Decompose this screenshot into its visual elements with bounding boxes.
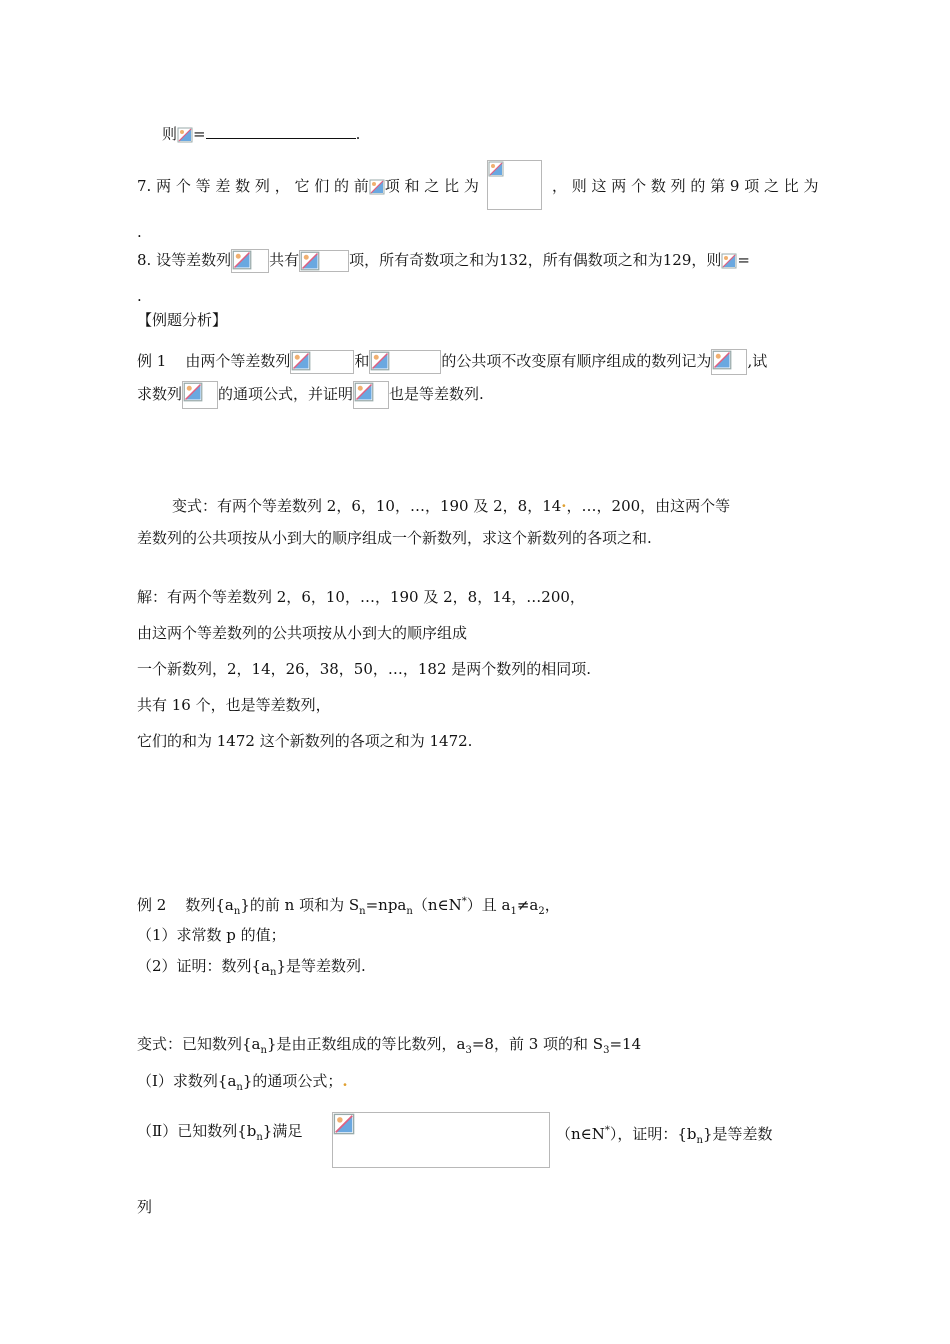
- ex1-line2: [137, 381, 484, 409]
- ex1-text-2: 和: [354, 352, 370, 370]
- solution-line-2: 由这两个等差数列的公共项按从小到大的顺序组成: [137, 624, 468, 642]
- ex1-label: 例 1: [137, 352, 167, 370]
- ex2-sub-1: 1: [510, 906, 517, 917]
- ex1-line1: [137, 349, 767, 375]
- ex2-t4: （n∈N: [412, 896, 462, 914]
- v2-sub-n: n: [260, 1045, 267, 1056]
- v2-i-a: （Ⅰ）求数列{a: [137, 1072, 237, 1090]
- ex2-q2-sub: n: [270, 967, 277, 978]
- formula-image: [353, 381, 389, 409]
- q7-text-1: 7. 两 个 等 差 数 列 ， 它 们 的 前: [137, 177, 369, 195]
- ex2-sub-2: 2: [538, 906, 545, 917]
- solution-line-1: 解：有两个等差数列 2，6，10，…，190 及 2，8，14，…200，: [137, 588, 585, 606]
- ex2-t1: 数列{a: [185, 896, 234, 914]
- v2-c: =8，前 3 项的和 S: [471, 1035, 604, 1053]
- ex1-text-6: 的通项公式，并证明: [218, 385, 354, 403]
- ex1-text-3: 的公共项不改变原有顺序组成的数列记为: [441, 352, 712, 370]
- v2-ii-c: （n∈N: [556, 1125, 605, 1143]
- variant2-line1: [137, 1034, 641, 1061]
- solution-line-4: 共有 16 个，也是等差数列，: [137, 696, 331, 714]
- formula-image: [711, 349, 747, 375]
- v2-ii-a: （Ⅱ）已知数列{b: [137, 1122, 257, 1140]
- ex2-q2-a: （2）证明：数列{a: [137, 957, 271, 975]
- variant1-line2: 差数列的公共项按从小到大的顺序组成一个新数列，求这个新数列的各项之和.: [137, 529, 652, 547]
- ex2-t6: ≠a: [516, 896, 539, 914]
- ex1-text-4: ,试: [747, 352, 768, 370]
- q8-line: [137, 249, 750, 273]
- ex2-line1: [137, 892, 560, 922]
- formula-image: [182, 381, 218, 409]
- answer-blank[interactable]: [206, 124, 356, 139]
- formula-image: [231, 249, 269, 273]
- ex2-t5: ）且 a: [466, 896, 511, 914]
- broken-image-icon: [369, 179, 385, 195]
- q8-text-3: 项，所有奇数项之和为132，所有偶数项之和为129，则: [349, 251, 722, 269]
- q7-line: [137, 176, 479, 196]
- ex2-sub-n1: n: [233, 906, 241, 917]
- v2-b: }是由正数组成的等比数列，a: [266, 1035, 466, 1053]
- marker-dot: ·: [561, 497, 567, 515]
- q6-prefix: 则: [162, 125, 178, 143]
- v2-d: =14: [609, 1035, 642, 1053]
- ex2-sub-n2: n: [359, 906, 366, 917]
- ex2-sub-n3: n: [406, 906, 413, 917]
- formula-image: [290, 350, 354, 374]
- ex1-text-1: 由两个等差数列: [185, 352, 291, 370]
- ex2-q2: [137, 956, 366, 983]
- q7-text-2: 项 和 之 比 为: [384, 177, 479, 195]
- v2-ii-sub2: n: [696, 1135, 703, 1146]
- ex2-q2-b: }是等差数列.: [276, 957, 366, 975]
- q8-end: .: [137, 287, 142, 305]
- formula-image: [369, 350, 441, 374]
- variant2-part-ii: [137, 1121, 302, 1148]
- q6-equals: =: [193, 125, 206, 143]
- variant2-last: 列: [137, 1198, 153, 1216]
- broken-image-icon: [177, 127, 193, 143]
- formula-image: [299, 250, 349, 272]
- variant1-text-1b: ，…，200，由这两个等: [566, 497, 731, 515]
- q7-end: .: [137, 223, 142, 241]
- ex2-t3: =npa: [365, 896, 407, 914]
- q8-equals: =: [737, 251, 750, 269]
- q7-text-3: ， 则 这 两 个 数 列 的 第 9 项 之 比 为: [552, 177, 819, 195]
- q6-end: .: [355, 125, 361, 143]
- ex2-t2: }的前 n 项和为 S: [240, 896, 360, 914]
- v2-sub-3b: 3: [603, 1045, 610, 1056]
- ex2-t7: ，: [544, 896, 560, 914]
- formula-image: [332, 1112, 550, 1168]
- ex2-label: 例 2: [137, 896, 167, 914]
- variant2-part-i: [137, 1071, 348, 1098]
- variant2-part-ii-b: [556, 1121, 773, 1151]
- v2-ii-b: }满足: [262, 1122, 303, 1140]
- v2-i-b: }的通项公式；: [242, 1072, 343, 1090]
- variant1-text-1: 变式：有两个等差数列 2，6，10，…，190 及 2，8，14: [172, 497, 562, 515]
- ex1-text-5: 求数列: [137, 385, 183, 403]
- ex1-text-7: 也是等差数列.: [389, 385, 484, 403]
- ex2-sup: *: [461, 896, 467, 907]
- q7-line-b: [552, 176, 819, 196]
- v2-ii-sup: *: [604, 1125, 610, 1136]
- marker-dot: .: [342, 1072, 348, 1090]
- v2-a: 变式：已知数列{a: [137, 1035, 261, 1053]
- solution-line-3: 一个新数列，2，14，26，38，50，…，182 是两个数列的相同项.: [137, 660, 592, 678]
- q8-text-2: 共有: [269, 251, 300, 269]
- section-title: 【例题分析】: [137, 311, 228, 329]
- solution-line-5: 它们的和为 1472 这个新数列的各项之和为 1472.: [137, 732, 473, 750]
- v2-ii-e: }是等差数: [703, 1125, 773, 1143]
- v2-i-sub: n: [236, 1082, 243, 1093]
- variant1-line1: [172, 496, 730, 516]
- q6-line: [162, 124, 360, 144]
- q8-text-1: 8. 设等差数列: [137, 251, 232, 269]
- ex2-q1: （1）求常数 p 的值；: [137, 926, 286, 944]
- v2-ii-sub1: n: [256, 1132, 263, 1143]
- broken-image-icon: [721, 253, 737, 269]
- v2-sub-3a: 3: [465, 1045, 472, 1056]
- formula-image: [487, 160, 542, 210]
- v2-ii-d: ），证明：{b: [609, 1125, 697, 1143]
